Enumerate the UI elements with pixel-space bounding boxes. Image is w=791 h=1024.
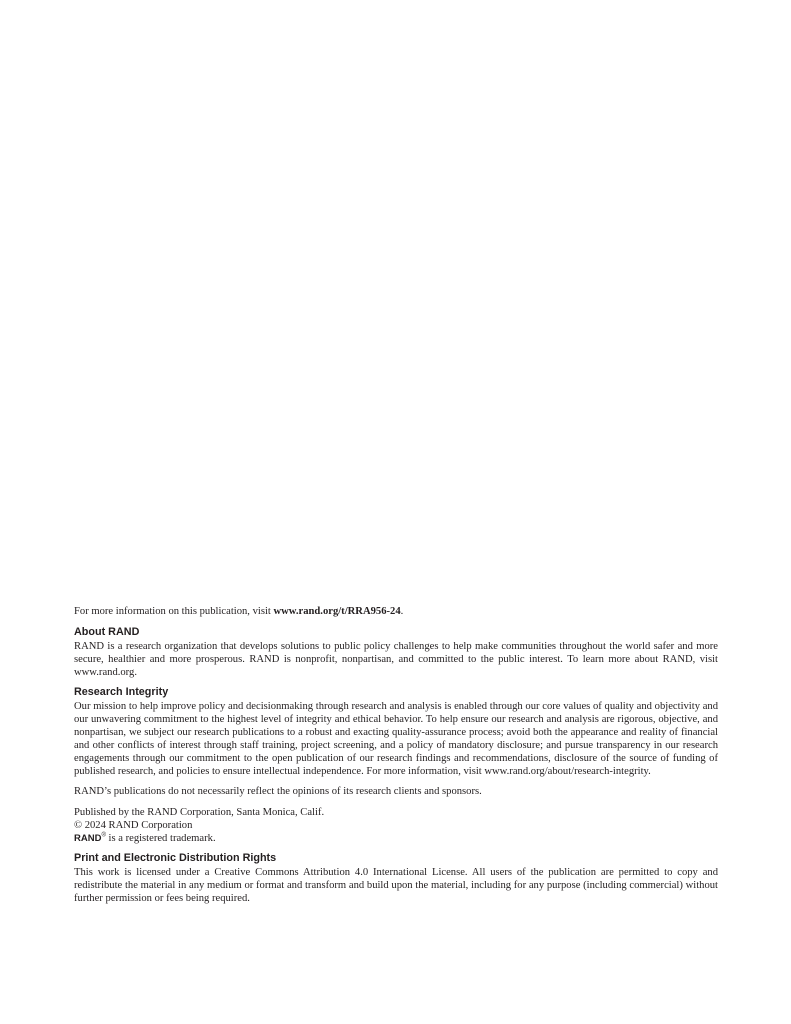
publication-info-suffix: . — [400, 606, 404, 617]
distribution-rights-section — [74, 852, 718, 905]
disclaimer-text: RAND’s publications do not necessarily reflect the opinions of its research clients and sponsors. — [74, 786, 482, 797]
about-rand-heading: About RAND — [74, 626, 140, 638]
publication-info-prefix: For more information on this publication, visit — [74, 606, 274, 617]
about-rand-section — [74, 626, 718, 679]
distribution-rights-body: This work is licensed under a Creative Commons Attribution 4.0 International License. All users of the publication are permitted to copy and redistribute the material in any medium or format and transform and build upon the material, including for any purpose (including commercial) without further permission or fees being required. — [74, 867, 718, 904]
trademark-text: is a registered trademark. — [105, 833, 216, 844]
copyright-page-content — [74, 605, 718, 912]
publisher-block — [74, 806, 718, 845]
registered-symbol: ® — [101, 832, 106, 839]
publication-link[interactable]: www.rand.org/t/RRA956-24 — [273, 606, 401, 617]
research-integrity-section — [74, 686, 718, 778]
research-integrity-body: Our mission to help improve policy and decisionmaking through research and analysis is enabled through our core values of quality and objectivity and our unwavering commitment to the highest level of integrity and ethical behavior. To help ensure our research and analysis are rigorous, objective, and nonpartisan, we subject our research publications to a robust and exacting quality-assurance process; avoid both the appearance and reality of financial and other conflicts of interest through staff training, project screening, and a policy of mandatory disclosure; and pursue transparency in our research engagements through our commitment to the open publication of our research findings and recommendations, disclosure of the source of funding of published research, and policies to ensure intellectual independence. For more information, visit www.rand.org/about/research-integrity. — [74, 701, 718, 777]
published-by-line: Published by the RAND Corporation, Santa Monica, Calif. — [74, 807, 325, 818]
about-rand-body: RAND is a research organization that develops solutions to public policy challenges to help make communities throughout the world safer and more secure, healthier and more prosperous. RAND is nonprofit, nonpartisan, and committed to the public interest. To learn more about RAND, visit www.rand.org. — [74, 641, 718, 678]
trademark-line — [74, 832, 718, 845]
research-integrity-heading: Research Integrity — [74, 686, 169, 698]
copyright-line: © 2024 RAND Corporation — [74, 820, 193, 831]
publication-info-line — [74, 605, 718, 618]
distribution-rights-heading: Print and Electronic Distribution Rights — [74, 852, 277, 864]
rand-wordmark: RAND — [74, 833, 102, 844]
